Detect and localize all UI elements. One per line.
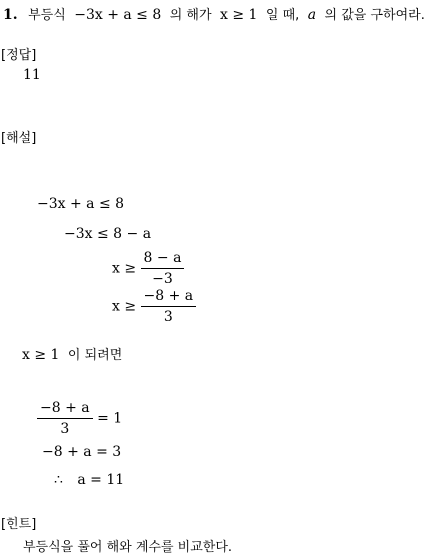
step3-lhs: x ≥ xyxy=(112,260,137,277)
step3-numerator: 8 − a xyxy=(141,250,185,269)
solution-label: [해설] xyxy=(1,131,37,146)
step5-rhs: = 1 xyxy=(97,410,123,427)
solution-step6: −8 + a = 3 xyxy=(42,444,122,460)
step3-fraction xyxy=(141,250,185,287)
problem-inequality: −3x + a ≤ 8 xyxy=(74,7,162,23)
solution-condition-line xyxy=(22,344,122,363)
problem-line xyxy=(3,4,425,23)
problem-text-d: 의 값을 구하여라. xyxy=(324,8,425,23)
solution-cond: x ≥ 1 xyxy=(22,347,60,363)
problem-var: a xyxy=(307,7,317,23)
problem-text-b: 의 해가 xyxy=(169,8,212,23)
solution-step7 xyxy=(54,472,124,488)
step4-fraction xyxy=(141,288,197,325)
problem-text-c: 일 때, xyxy=(265,8,300,23)
problem-number: 1. xyxy=(3,7,18,23)
step5-numerator: −8 + a xyxy=(37,400,93,419)
answer-label: [정답] xyxy=(1,48,37,63)
problem-condition: x ≥ 1 xyxy=(220,7,258,23)
solution-step2: −3x ≤ 8 − a xyxy=(64,226,152,242)
step5-denominator: 3 xyxy=(60,421,70,437)
step3-denominator: −3 xyxy=(152,271,173,287)
solution-cond-text: 이 되려면 xyxy=(67,348,123,363)
step5-fraction xyxy=(37,400,93,437)
answer-value: 11 xyxy=(23,67,41,83)
step7-text: a = 11 xyxy=(77,472,125,488)
step4-lhs: x ≥ xyxy=(112,298,137,315)
hint-label: [힌트] xyxy=(1,517,37,532)
step4-denominator: 3 xyxy=(163,309,173,325)
problem-text-a: 부등식 xyxy=(28,8,66,23)
therefore-symbol: ∴ xyxy=(54,472,63,488)
step4-numerator: −8 + a xyxy=(141,288,197,307)
hint-text: 부등식을 풀어 해와 계수를 비교한다. xyxy=(23,540,233,555)
solution-step3 xyxy=(112,250,184,287)
solution-step5 xyxy=(37,400,122,437)
solution-step4 xyxy=(112,288,196,325)
solution-step1: −3x + a ≤ 8 xyxy=(37,196,125,212)
